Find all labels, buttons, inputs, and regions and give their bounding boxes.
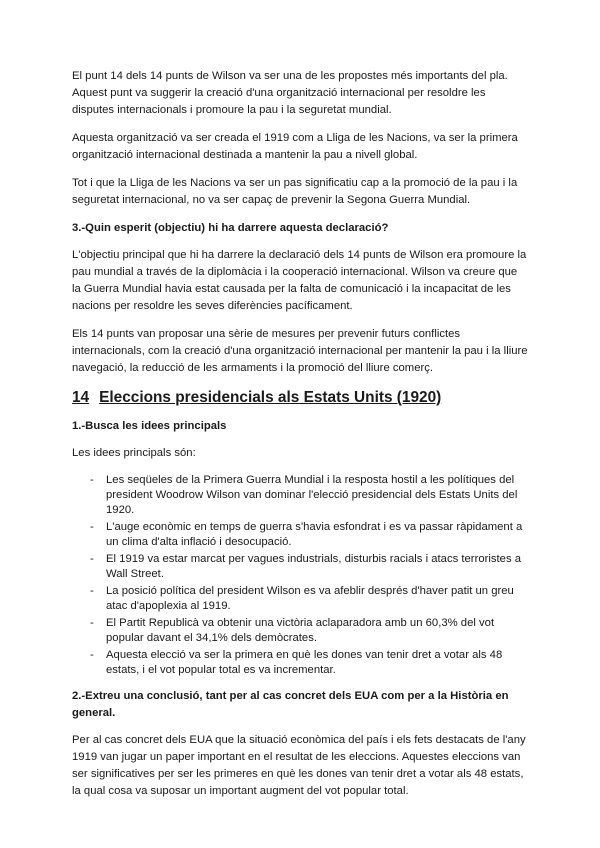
list-item: - Aquesta elecció va ser la primera en què les dones van tenir dret a votar als 48 estats, i el vot popular total es va incrementar. [90,649,503,676]
list-item: - El Partit Republicà va obtenir una victòria aclaparadora amb un 60,3% del vot popular davant el 34,1% dels demòcrates. [90,617,495,644]
section-title-text: Eleccions presidencials als Estats Units (1920) [99,389,442,406]
list-item: - Les seqüeles de la Primera Guerra Mundial i la resposta hostil a les polítiques del president Woodrow Wilson van dominar l'elecció presidencial dels Estats Units del 1920. [90,474,518,516]
paragraph-league-of-nations: Aquesta organització va ser creada el 1919 com a Lliga de les Nacions, va ser la primera organització internacional destinada a mantenir la pau a nivell global. [72,132,518,161]
list-item: - L'auge econòmic en temps de guerra s'havia esfondrat i es va passar ràpidament a un clima d'alta inflació i desocupació. [90,521,523,548]
question-3-heading: 3.-Quin esperit (objectiu) hi ha darrere aquesta declaració? [72,222,389,234]
section-14-title [72,388,528,408]
bullet-dash: - [90,521,94,533]
section-number: 14 [72,389,90,406]
paragraph-conclusion: Per al cas concret dels EUA que la situació econòmica del país i els fets destacats de l'any 1919 van jugar un paper important en el resultat de les eleccions. Aquestes eleccions van ser significatives per ser les primeres en què les dones van tenir dret a votar als 48 estats, la qual cosa va suposar un important augment del vot popular total. [72,734,526,797]
paragraph-measures: Els 14 punts van proposar una sèrie de mesures per prevenir futurs conflictes internacionals, com la creació d'una organització internacional per mantenir la pau i la lliure navegació, la reducció de les armaments i la promoció del lliure comerç. [72,328,528,374]
bullet-dash: - [90,617,94,629]
bullet-dash: - [90,585,94,597]
paragraph-objective: L'objectiu principal que hi ha darrere la declaració dels 14 punts de Wilson era promoure la pau mundial a través de la diplomàcia i la cooperació internacional. Wilson va creure que la Guerra Mundial havia estat causada per la falta de comunicació i la incapacitat de les nacions per resoldre les seves diferències pacíficament. [72,249,527,312]
list-item: - La posició política del president Wilson es va afeblir després d'haver patit un greu atac d'apoplexia al 1919. [90,585,514,612]
list-item: - El 1919 va estar marcat per vagues industrials, disturbis racials i atacs terroristes a Wall Street. [90,553,522,580]
paragraph-wilson-point-14: El punt 14 dels 14 punts de Wilson va ser una de les propostes més importants del pla. Aquest punt va suggerir la creació d'una organització internacional per resoldre les disputes internacionals i promoure la pau i la seguretat mundial. [72,70,508,116]
main-ideas-list [72,473,528,678]
bullet-dash: - [90,649,94,661]
bullet-dash: - [90,474,94,486]
bullet-dash: - [90,553,94,565]
ideas-intro: Les idees principals són: [72,447,196,459]
paragraph-league-limitations: Tot i que la Lliga de les Nacions va ser un pas significatiu cap a la promoció de la pau i la seguretat internacional, no va ser capaç de prevenir la Segona Guerra Mundial. [72,177,518,206]
question-2-heading: 2.-Extreu una conclusió, tant per al cas concret dels EUA com per a la Història en general. [72,690,509,719]
question-1-heading: 1.-Busca les idees principals [72,420,227,432]
